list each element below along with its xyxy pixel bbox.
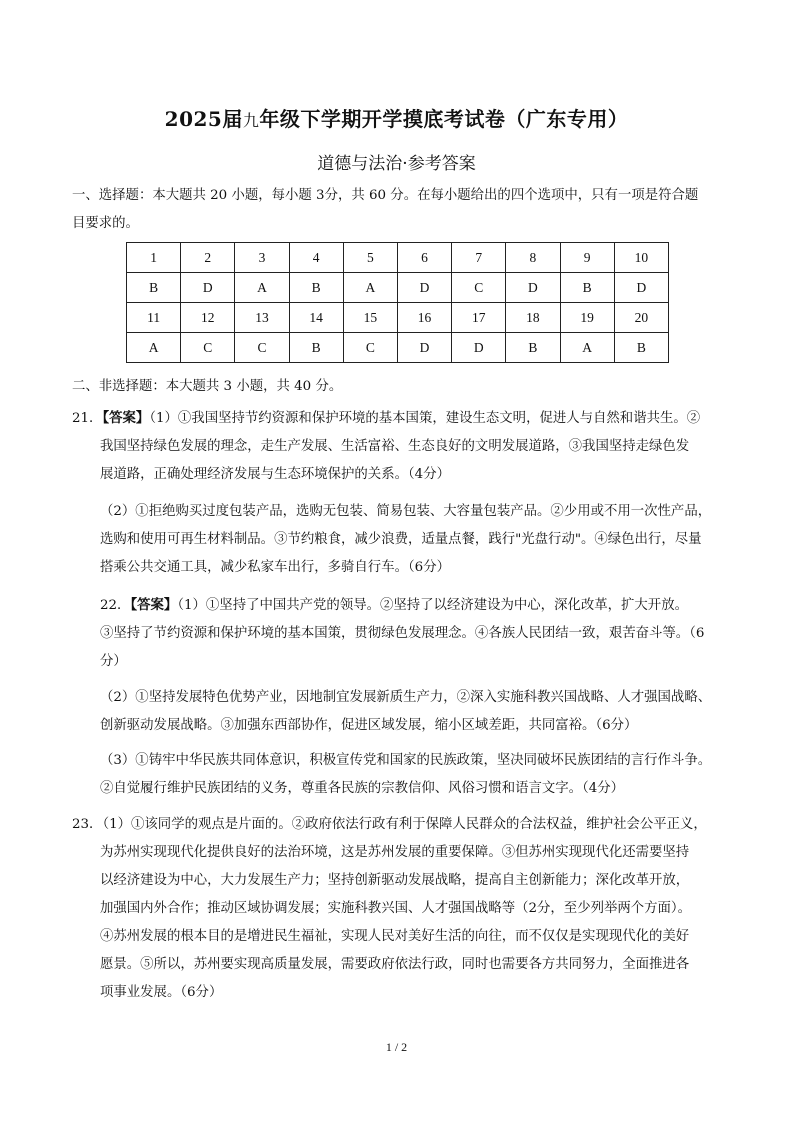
question-number-cell: 16 <box>397 303 451 333</box>
question-number-cell: 1 <box>127 243 181 273</box>
answer-line: 创新驱动发展战略。③加强东西部协作，促进区域发展，缩小区域差距，共同富裕。（6分） <box>100 718 638 733</box>
question-number-cell: 7 <box>452 243 506 273</box>
answer-line: 项事业发展。（6分） <box>100 985 223 1000</box>
title-grade-char: 九 <box>242 111 260 130</box>
question-21-part-2 <box>100 498 732 582</box>
question-number-cell: 4 <box>289 243 343 273</box>
answer-cell: A <box>235 273 289 303</box>
answer-cell: B <box>289 273 343 303</box>
answer-cell: B <box>506 333 560 363</box>
section-1-instructions <box>72 182 732 238</box>
answer-line <box>100 591 732 620</box>
answer-line: 愿景。⑤所以，苏州要实现高质量发展，需要政府依法行政，同时也需要各方共同努力，全面推进各 <box>100 957 690 972</box>
answer-cell: D <box>506 273 560 303</box>
answer-cell: B <box>289 333 343 363</box>
answer-line: ③坚持了节约资源和保护环境的基本国策，贯彻绿色发展理念。④各族人民团结一致，艰苦奋斗等。（6 <box>100 626 705 641</box>
answer-cell: B <box>127 273 181 303</box>
section-1-line: 一、选择题：本大题共 20 小题，每小题 3分，共 60 分。在每小题给出的四个选项中，只有一项是符合题 <box>72 188 699 203</box>
answer-line: ②自觉履行维护民族团结的义务，尊重各民族的宗教信仰、风俗习惯和语言文字。（4分） <box>100 781 625 796</box>
answer-line: （3）①铸牢中华民族共同体意识，积极宣传党和国家的民族政策，坚决同破坏民族团结的言行作斗争。 <box>100 753 712 768</box>
question-number-cell: 9 <box>560 243 614 273</box>
question-number-cell: 5 <box>343 243 397 273</box>
exam-title <box>0 103 793 132</box>
question-number-cell: 8 <box>506 243 560 273</box>
answer-cell: B <box>614 333 668 363</box>
question-number-cell: 10 <box>614 243 668 273</box>
answer-line: （2）①拒绝购买过度包装产品，选购无包装、简易包装、大容量包装产品。②少用或不用一次性产品， <box>100 504 712 519</box>
question-number-cell: 11 <box>127 303 181 333</box>
table-row <box>127 243 669 273</box>
question-number-cell: 15 <box>343 303 397 333</box>
page-number: 1 / 2 <box>385 1040 408 1054</box>
title-rest: 年级下学期开学摸底考试卷（广东专用） <box>259 107 629 131</box>
question-number-cell: 3 <box>235 243 289 273</box>
answer-cell: B <box>560 273 614 303</box>
question-number-cell: 19 <box>560 303 614 333</box>
answer-text: （1）①坚持了中国共产党的领导。②坚持了以经济建设为中心，深化改革，扩大开放。 <box>177 598 688 613</box>
question-22-part-2 <box>100 684 732 740</box>
answer-cell: C <box>235 333 289 363</box>
question-number-cell: 17 <box>452 303 506 333</box>
answer-cell: A <box>127 333 181 363</box>
answer-line: 选购和使用可再生材料制品。③节约粮食，减少浪费，适量点餐，践行"光盘行动"。④绿色出行，尽量 <box>100 532 702 547</box>
answer-cell: A <box>560 333 614 363</box>
question-number: 22． <box>100 598 131 613</box>
section-1-line: 目要求的。 <box>72 216 139 231</box>
answer-line <box>72 404 732 433</box>
question-21-part-1 <box>72 404 732 489</box>
question-number-cell: 20 <box>614 303 668 333</box>
answer-key-table <box>126 242 669 363</box>
answer-line: 搭乘公共交通工具，减少私家车出行，多骑自行车。（6分） <box>100 560 450 575</box>
question-number-cell: 18 <box>506 303 560 333</box>
answer-cell: A <box>343 273 397 303</box>
answer-cell: D <box>614 273 668 303</box>
answer-cell: D <box>181 273 235 303</box>
answer-line: 23．（1）①该同学的观点是片面的。②政府依法行政有利于保障人民群众的合法权益，维护社会公平正义， <box>72 817 707 832</box>
answer-tag: 【答案】 <box>130 597 178 613</box>
answer-text: （1）①我国坚持节约资源和保护环境的基本国策，建设生态文明，促进人与自然和谐共生。② <box>149 411 701 426</box>
answer-line: （2）①坚持发展特色优势产业，因地制宜发展新质生产力，②深入实施科教兴国战略、人才强国战略、 <box>100 690 712 705</box>
answer-cell: C <box>181 333 235 363</box>
answer-line: 我国坚持绿色发展的理念，走生产发展、生活富裕、生态良好的文明发展道路，③我国坚持走绿色发 <box>100 439 690 454</box>
table-row <box>127 303 669 333</box>
answer-line: 以经济建设为中心，大力发展生产力；坚持创新驱动发展战略，提高自主创新能力；深化改革开放， <box>100 873 690 888</box>
answer-cell: D <box>397 333 451 363</box>
answer-line: ④苏州发展的根本目的是增进民生福祉，实现人民对美好生活的向往，而不仅仅是实现现代化的美好 <box>100 929 690 944</box>
question-23-part-1 <box>72 811 732 1007</box>
question-22-part-1 <box>100 591 732 676</box>
answer-line: 加强国内外合作；推动区域协调发展；实施科教兴国、人才强国战略等（2分，至少列举两个方面）。 <box>100 901 692 916</box>
title-year: 2025届 <box>164 107 243 131</box>
answer-cell: D <box>452 333 506 363</box>
question-number-cell: 2 <box>181 243 235 273</box>
question-number: 21． <box>72 411 103 426</box>
section-2-instructions: 二、非选择题：本大题共 3 小题，共 40 分。 <box>72 379 343 394</box>
table-row <box>127 333 669 363</box>
answer-cell: C <box>452 273 506 303</box>
question-number-cell: 6 <box>397 243 451 273</box>
question-22-part-3 <box>100 747 732 803</box>
question-number-cell: 14 <box>289 303 343 333</box>
answer-line: 为苏州实现现代化提供良好的法治环境，这是苏州发展的重要保障。③但苏州实现现代化还需要坚持 <box>100 845 690 860</box>
question-number-cell: 13 <box>235 303 289 333</box>
subject-subtitle: 道德与法治·参考答案 <box>317 154 476 174</box>
table-row <box>127 273 669 303</box>
question-number-cell: 12 <box>181 303 235 333</box>
answer-line: 分） <box>100 654 127 669</box>
answer-cell: C <box>343 333 397 363</box>
answer-cell: D <box>397 273 451 303</box>
answer-tag: 【答案】 <box>102 410 150 426</box>
answer-line: 展道路，正确处理经济发展与生态环境保护的关系。（4分） <box>100 467 450 482</box>
